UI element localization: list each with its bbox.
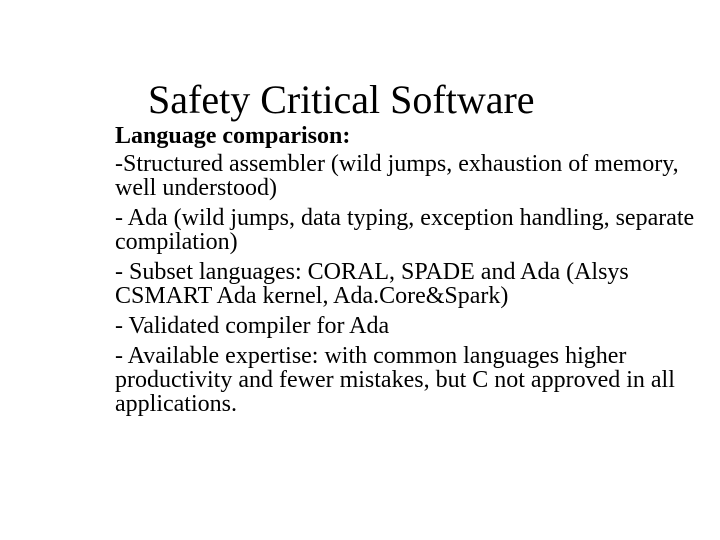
bullet-item-subset-languages: - Subset languages: CORAL, SPADE and Ada (Alsys CSMART Ada kernel, Ada.Core&Spark) <box>115 259 629 309</box>
bullet-item-ada: - Ada (wild jumps, data typing, exception handling, separate compilation) <box>115 205 695 255</box>
bullet-item-validated-compiler: - Validated compiler for Ada <box>115 313 390 339</box>
slide-title: Safety Critical Software <box>148 77 535 122</box>
bullet-item-assembler: -Structured assembler (wild jumps, exhaustion of memory, well understood) <box>115 151 679 201</box>
slide-body <box>115 124 705 422</box>
section-heading: Language comparison: <box>115 123 351 149</box>
bullet-item-available-expertise: - Available expertise: with common languages higher productivity and fewer mistakes, but C not approved in all applications. <box>115 343 675 417</box>
